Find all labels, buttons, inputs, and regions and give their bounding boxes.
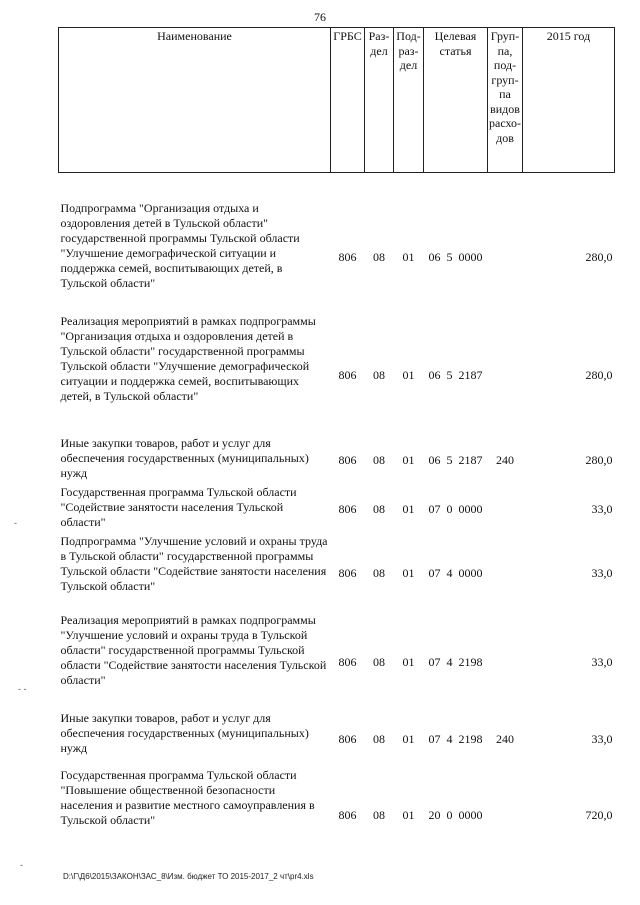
row-podrazdel: 01 — [402, 566, 415, 580]
table-row — [59, 711, 615, 768]
row-grbs: 806 — [338, 654, 357, 669]
table-row — [59, 613, 615, 711]
row-grbs: 806 — [338, 502, 357, 516]
row-target: 20 0 0000 — [428, 808, 483, 822]
header-name: Наименование — [59, 28, 331, 173]
row-amount: 33,0 — [591, 566, 613, 580]
row-podrazdel: 01 — [402, 808, 415, 822]
row-razdel: 08 — [373, 654, 385, 669]
margin-mark: - - — [18, 684, 27, 694]
row-name: Иные закупки товаров, работ и услуг для обеспечения государственных (муниципальных) нужд — [60, 711, 309, 755]
row-name: Подпрограмма "Улучшение условий и охраны труда в Тульской области" государственной программы Тульской области "Содействие занятости населения Тульской области" — [60, 534, 328, 593]
row-grbs: 806 — [338, 453, 357, 467]
row-group: 240 — [496, 453, 514, 467]
row-amount: 280,0 — [585, 453, 613, 467]
row-razdel: 08 — [373, 808, 385, 822]
row-group — [488, 314, 523, 436]
row-name: Реализация мероприятий в рамках подпрограммы "Организация отдыха и оздоровления детей в Тульской области" государственной программы Тульской области "Улучшение демографической ситуации и поддержка семей, воспитывающих детей, в Тульской области" — [60, 314, 316, 403]
row-target: 07 0 0000 — [428, 502, 483, 516]
row-name: Государственная программа Тульской области "Содействие занятости населения Тульской области" — [60, 485, 297, 529]
row-target: 06 5 0000 — [428, 250, 483, 264]
row-podrazdel: 01 — [402, 250, 415, 264]
row-target: 06 5 2187 — [428, 453, 483, 467]
header-year: 2015 год — [523, 28, 615, 173]
row-name: Реализация мероприятий в рамках подпрограммы "Улучшение условий и охраны труда в Тульской области" государственной программы Тульской области "Содействие занятости населения Тульской области" — [60, 613, 327, 687]
page-number: 76 — [314, 10, 326, 24]
header-podrazdel: Под- раз- дел — [394, 28, 424, 173]
table-row — [59, 485, 615, 534]
row-grbs: 806 — [338, 732, 357, 746]
row-razdel: 08 — [373, 250, 385, 264]
row-group — [488, 534, 523, 613]
header-razdel: Раз- дел — [365, 28, 394, 173]
table-row — [59, 534, 615, 613]
table-body — [59, 173, 615, 864]
margin-mark: - — [20, 860, 23, 870]
row-razdel: 08 — [373, 732, 385, 746]
header-grbs: ГРБС — [331, 28, 365, 173]
row-podrazdel: 01 — [402, 367, 415, 382]
row-amount: 280,0 — [585, 367, 613, 382]
row-name: Подпрограмма "Организация отдыха и оздоровления детей в Тульской области" государственной программы Тульской области "Улучшение демографической ситуации и поддержка семей, воспитывающих детей, в Тульской области" — [60, 201, 300, 290]
row-grbs: 806 — [338, 808, 357, 822]
row-podrazdel: 01 — [402, 732, 415, 746]
row-grbs: 806 — [338, 566, 357, 580]
row-target: 06 5 2187 — [428, 367, 483, 382]
row-name: Иные закупки товаров, работ и услуг для обеспечения государственных (муниципальных) нужд — [60, 436, 309, 480]
table-header — [59, 28, 615, 173]
row-group — [488, 768, 523, 863]
row-target: 07 4 2198 — [428, 654, 483, 669]
row-razdel: 08 — [373, 502, 385, 516]
row-group: 240 — [496, 732, 514, 746]
table-row — [59, 768, 615, 863]
header-group: Груп- па, под- груп- па видов расхо- дов — [488, 28, 523, 173]
table-row — [59, 436, 615, 485]
row-grbs: 806 — [338, 250, 357, 264]
row-group — [488, 613, 523, 711]
row-amount: 33,0 — [591, 654, 613, 669]
row-amount: 280,0 — [585, 250, 613, 264]
row-razdel: 08 — [373, 453, 385, 467]
row-amount: 33,0 — [591, 732, 613, 746]
row-grbs: 806 — [338, 367, 357, 382]
row-target: 07 4 0000 — [428, 566, 483, 580]
budget-table — [58, 27, 615, 863]
row-group — [488, 485, 523, 534]
row-target: 07 4 2198 — [428, 732, 483, 746]
spacer-row — [59, 173, 615, 202]
row-podrazdel: 01 — [402, 453, 415, 467]
row-name: Государственная программа Тульской области "Повышение общественной безопасности населения и развитие местного самоуправления в Тульской области" — [60, 768, 315, 827]
row-podrazdel: 01 — [402, 654, 415, 669]
margin-mark: - — [14, 518, 17, 528]
footer-file-path: D:\Г\Д6\2015\ЗАКОН\ЗАС_8\Изм. бюджет ТО 2015-2017_2 чт\pr4.xls — [63, 872, 314, 881]
row-podrazdel: 01 — [402, 502, 415, 516]
table-row — [59, 314, 615, 436]
table-row — [59, 201, 615, 314]
header-target: Целевая статья — [424, 28, 488, 173]
row-razdel: 08 — [373, 566, 385, 580]
row-razdel: 08 — [373, 367, 385, 382]
row-amount: 720,0 — [585, 808, 613, 822]
row-group — [488, 201, 523, 314]
row-amount: 33,0 — [591, 502, 613, 516]
